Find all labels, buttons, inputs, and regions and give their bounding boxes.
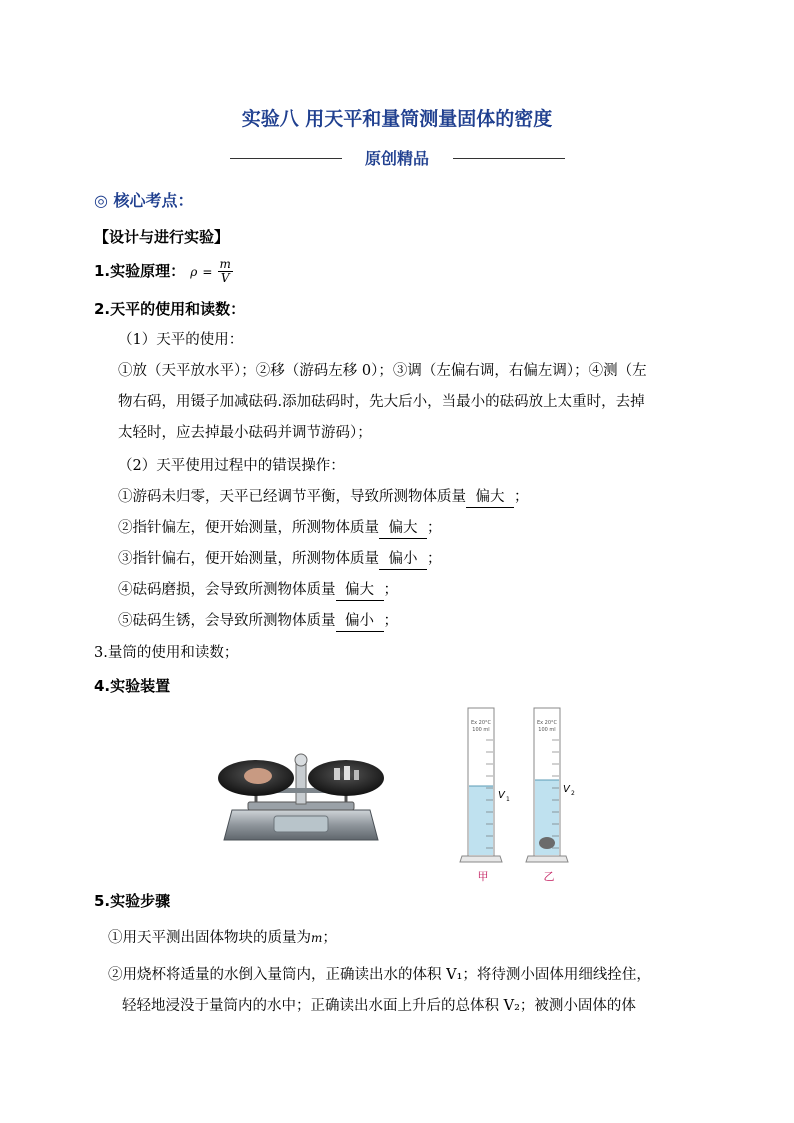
subtitle-rule-right <box>453 158 565 159</box>
error-end: ； <box>427 551 442 567</box>
error-answer: 偏小 <box>379 549 427 570</box>
rock-sample-icon <box>244 768 272 784</box>
fraction-denominator: V <box>220 271 230 285</box>
solid-sample-icon <box>539 837 555 849</box>
cylinder-capacity: 100 ml <box>538 727 556 733</box>
error-answer: 偏大 <box>336 580 384 601</box>
error-answer: 偏小 <box>336 611 384 632</box>
v2-subscript: 2 <box>571 790 575 797</box>
fraction-numerator: m <box>219 257 231 271</box>
cylinder-header: Ex 20°C <box>536 720 558 726</box>
error-item <box>118 518 442 539</box>
v2-label: V <box>563 784 570 795</box>
error-item <box>118 487 529 508</box>
step-1-end: ； <box>322 930 337 946</box>
error-item <box>118 611 398 632</box>
balance-use-heading: （1）天平的使用： <box>118 332 244 348</box>
principle-line <box>94 258 233 285</box>
error-end: ； <box>383 613 398 629</box>
error-end: ； <box>427 520 442 536</box>
step-1-var: m <box>311 931 323 945</box>
error-end: ； <box>383 582 398 598</box>
error-text: ④砝码磨损，会导致所测物体质量 <box>118 582 336 598</box>
step-2-line: ②用烧杯将适量的水倒入量筒内，正确读出水的体积 V₁；将待测小固体用细线拴住， <box>108 967 651 983</box>
apparatus-heading: 4.实验装置 <box>94 677 171 695</box>
subtitle-row <box>0 146 794 170</box>
errors-heading: （2）天平使用过程中的错误操作： <box>118 458 345 474</box>
balance-use-line: ①放（天平放水平）；②移（游码左移 0）；③调（左偏右调，右偏左调）；④测（左 <box>118 363 647 379</box>
v1-subscript: 1 <box>506 796 510 803</box>
cylinder-heading: 3.量筒的使用和读数； <box>94 645 239 661</box>
cylinder-jia <box>460 708 510 862</box>
density-fraction <box>218 258 233 285</box>
step-1-text: ①用天平测出固体物块的质量为 <box>108 930 311 946</box>
steps-heading: 5.实验步骤 <box>94 892 171 910</box>
design-heading: 【设计与进行实验】 <box>94 228 230 246</box>
v1-label: V <box>498 790 505 801</box>
error-answer: 偏大 <box>379 518 427 539</box>
balance-heading: 2.天平的使用和读数： <box>94 300 246 318</box>
rho-symbol: ρ <box>190 265 198 279</box>
step-2-line: 轻轻地浸没于量筒内的水中；正确读出水面上升后的总体积 V₂；被测小固体的体 <box>122 998 636 1014</box>
cylinder-header: Ex 20°C <box>470 720 492 726</box>
cylinder-yi <box>526 708 575 862</box>
balance-illustration <box>218 740 384 846</box>
label-jia: 甲 <box>477 870 489 883</box>
equals-sign: = <box>202 265 213 279</box>
graduated-cylinders <box>456 700 586 890</box>
error-text: ①游码未归零，天平已经调节平衡，导致所测物体质量 <box>118 489 466 505</box>
label-yi: 乙 <box>543 870 555 883</box>
error-end: ； <box>514 489 529 505</box>
balance-use-line: 物右码，用镊子加减砝码.添加砝码时，先大后小，当最小的砝码放上太重时，去掉 <box>118 394 645 410</box>
error-text: ⑤砝码生锈，会导致所测物体质量 <box>118 613 336 629</box>
error-answer: 偏大 <box>466 487 514 508</box>
error-text: ②指针偏左，便开始测量，所测物体质量 <box>118 520 379 536</box>
principle-label: 1.实验原理： <box>94 262 186 280</box>
cylinder-capacity: 100 ml <box>472 727 490 733</box>
error-text: ③指针偏右，便开始测量，所测物体质量 <box>118 551 379 567</box>
page-title: 实验八 用天平和量筒测量固体的密度 <box>241 108 553 130</box>
error-item <box>118 580 398 601</box>
subtitle: 原创精品 <box>364 149 429 168</box>
balance-use-line: 太轻时，应去掉最小砝码并调节游码）； <box>118 425 372 441</box>
error-item <box>118 549 442 570</box>
core-heading: ◎ 核心考点： <box>94 191 194 210</box>
step-1 <box>108 928 337 948</box>
